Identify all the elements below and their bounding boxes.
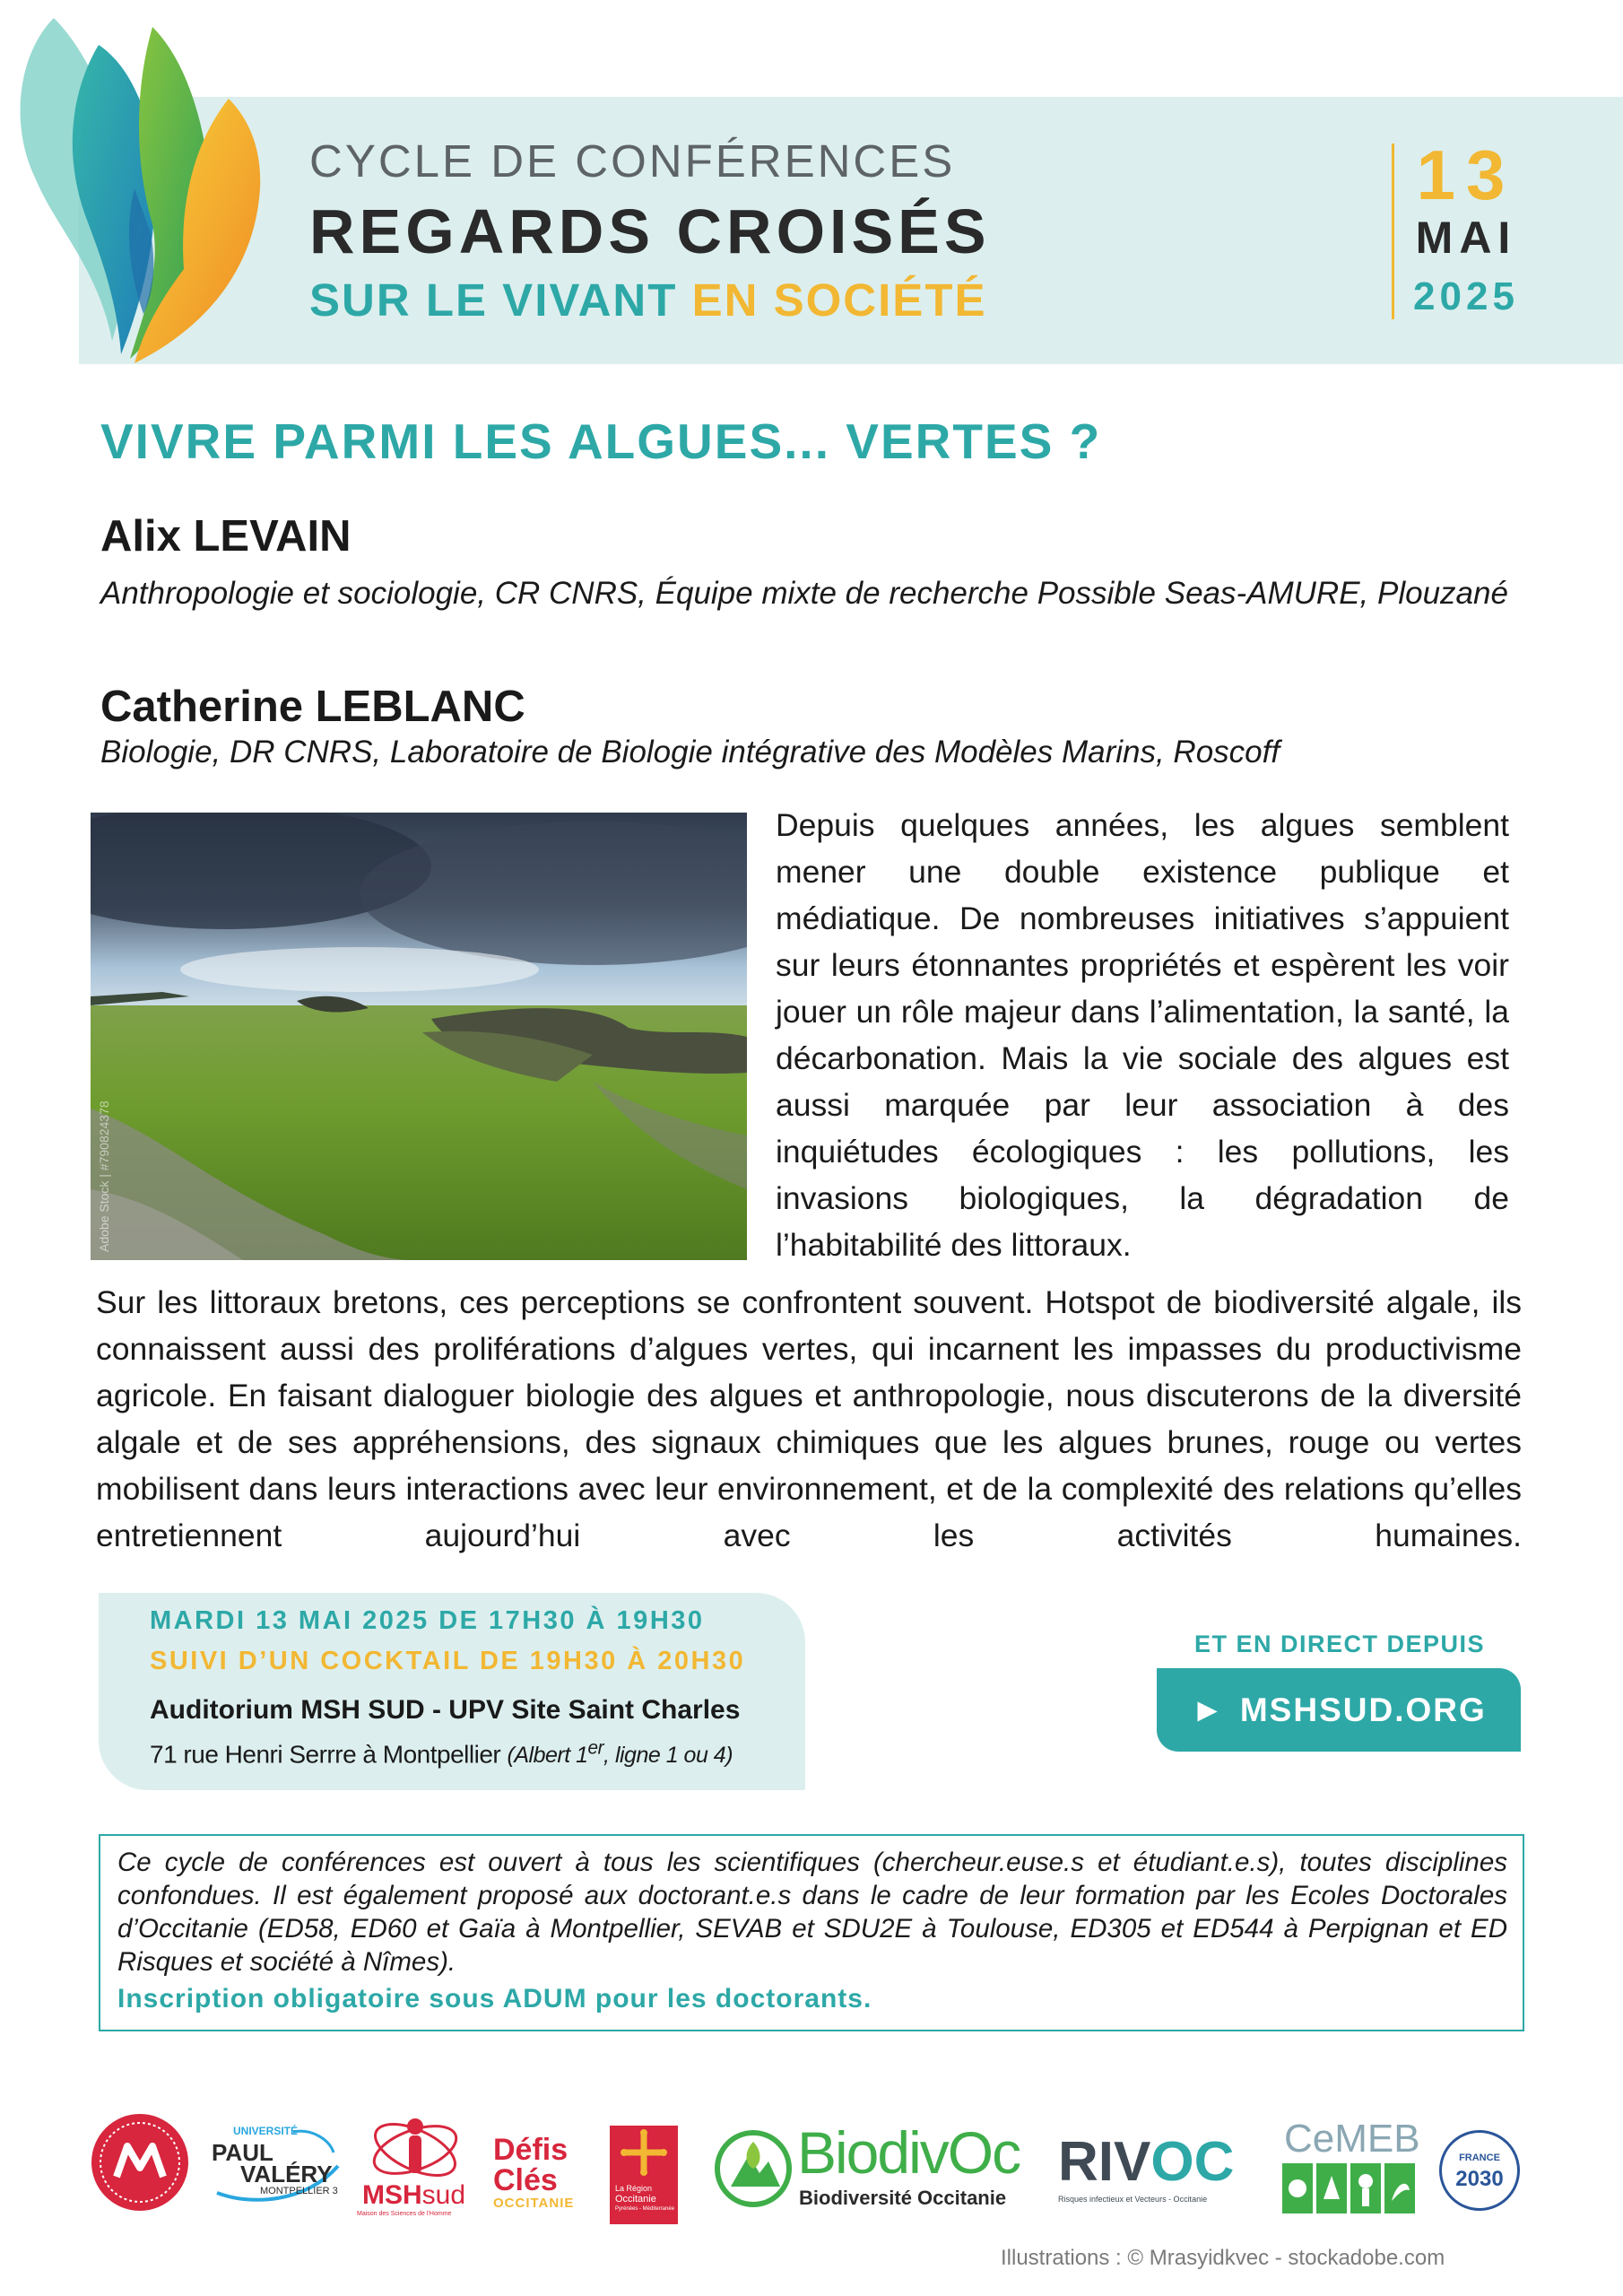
- photo-watermark: Adobe Stock | #790824378: [97, 1100, 111, 1252]
- subtitle-part1: SUR LE VIVANT: [309, 274, 678, 326]
- series-subtitle: [309, 274, 986, 326]
- transport-info: (Albert 1er, ligne 1 ou 4): [507, 1738, 733, 1769]
- abstract-paragraph: Depuis quelques années, les algues semblent mener une double existence publique et médiatique. De nombreuses initiatives s’appuient sur leurs étonnantes propriétés et espèrent les voir jouer un rôle majeur dans l’alimentation, la santé, la décarbonation. Mais la vie sociale des algues est aussi marquée par leur association à des inquiétudes écologiques : les pollutions, les invasions biologiques, la dégradation de l’habitabilité des littoraux.: [776, 807, 1509, 1263]
- france-2030-logo: FRANCE 2030: [1439, 2130, 1520, 2211]
- event-address: [150, 1738, 733, 1769]
- registration-notice: Inscription obligatoire sous ADUM pour les doctorants.: [117, 1984, 872, 2013]
- occitan-cross-icon: [610, 2126, 678, 2179]
- msh-sud-logo: MSHsud Maison des Sciences de l’Homme: [357, 2112, 473, 2220]
- date-divider: [1392, 144, 1394, 319]
- notice-text: Ce cycle de conférences est ouvert à tous les scientifiques (chercheur.euse.s et étudiant.e.s), toutes disciplines confondues. Il est également proposé aux doctorant.e.s dans le cadre de leur formation par les Ecoles Doctorales d’Occitanie (ED58, ED60 et Gaïa à Montpellier, SEVAB et SDU2E à Toulouse, ED305 et ED544 à Perpignan et ED Risques et société à Nîmes).: [117, 1848, 1507, 1977]
- rivoc-logo: RIVOC Risques infectieux et Vecteurs - Occitanie: [1058, 2131, 1235, 2204]
- cemeb-tiles-icon: [1282, 2163, 1417, 2217]
- date-day: 13: [1416, 135, 1516, 214]
- university-seal-logo: [90, 2112, 190, 2213]
- date-month: MAI: [1415, 213, 1517, 263]
- butterfly-profile-logo: [0, 0, 287, 377]
- date-year: 2025: [1413, 274, 1519, 318]
- subtitle-part2: EN SOCIÉTÉ: [691, 274, 987, 326]
- msh-figure-icon: [357, 2112, 473, 2184]
- cycle-label: CYCLE DE CONFÉRENCES: [309, 135, 956, 187]
- region-occitanie-logo: La Région Occitanie Pyrénées - Méditerranée: [610, 2126, 678, 2224]
- event-date-time: MARDI 13 MAI 2025 DE 17H30 À 19H30: [150, 1606, 705, 1635]
- biodivoc-logo: BiodivOc Biodiversité Occitanie: [713, 2118, 1045, 2217]
- speaker-affiliation: Biologie, DR CNRS, Laboratoire de Biologie intégrative des Modèles Marins, Roscoff: [100, 735, 1280, 770]
- live-stream-label: ET EN DIRECT DEPUIS: [1194, 1631, 1486, 1657]
- mshsud-live-link-button[interactable]: [1157, 1668, 1521, 1752]
- speaker-name: Alix LEVAIN: [100, 512, 352, 561]
- cemeb-logo: CeMEB: [1282, 2117, 1426, 2224]
- speaker-name: Catherine LEBLANC: [100, 683, 525, 731]
- series-title: REGARDS CROISÉS: [309, 196, 991, 266]
- defis-cles-logo: Défis Clés OCCITANIE: [493, 2133, 575, 2211]
- live-link-text: MSHSUD.ORG: [1239, 1691, 1487, 1728]
- speaker-affiliation: Anthropologie et sociologie, CR CNRS, Équipe mixte de recherche Possible Seas-AMURE, Plouzané: [100, 576, 1508, 611]
- biodivoc-leaf-icon: [713, 2124, 794, 2213]
- seaweed-coast-photo: [91, 813, 747, 1260]
- play-arrow-icon: ►: [1191, 1691, 1226, 1728]
- talk-title: VIVRE PARMI LES ALGUES... VERTES ?: [100, 413, 1102, 469]
- address-street: 71 rue Henri Serrre à Montpellier: [150, 1740, 501, 1769]
- upv-logo: UNIVERSITÉ PAUL VALÉRY MONTPELLIER 3: [208, 2121, 343, 2211]
- abstract-paragraph: Sur les littoraux bretons, ces perceptions se confrontent souvent. Hotspot de biodiversité algale, ils connaissent aussi des proliférations d’algues vertes, qui incarnent les impasses du productivisme agricole. En faisant dialoguer biologie des algues et anthropologie, nous discuterons de la diversité algale et de ses appréhensions, des signaux chimiques que les algues brunes, rouge ou vertes mobilisent dans leurs interactions avec leur environnement, et de la complexité des relations qu’elles entretiennent aujourd’hui avec les activités humaines.: [96, 1284, 1522, 1553]
- illustration-credit: Illustrations : © Mrasyidkvec - stockadobe.com: [1001, 2246, 1445, 2270]
- event-venue: Auditorium MSH SUD - UPV Site Saint Charles: [150, 1695, 741, 1725]
- event-cocktail: SUIVI D’UN COCKTAIL DE 19H30 À 20H30: [150, 1647, 746, 1675]
